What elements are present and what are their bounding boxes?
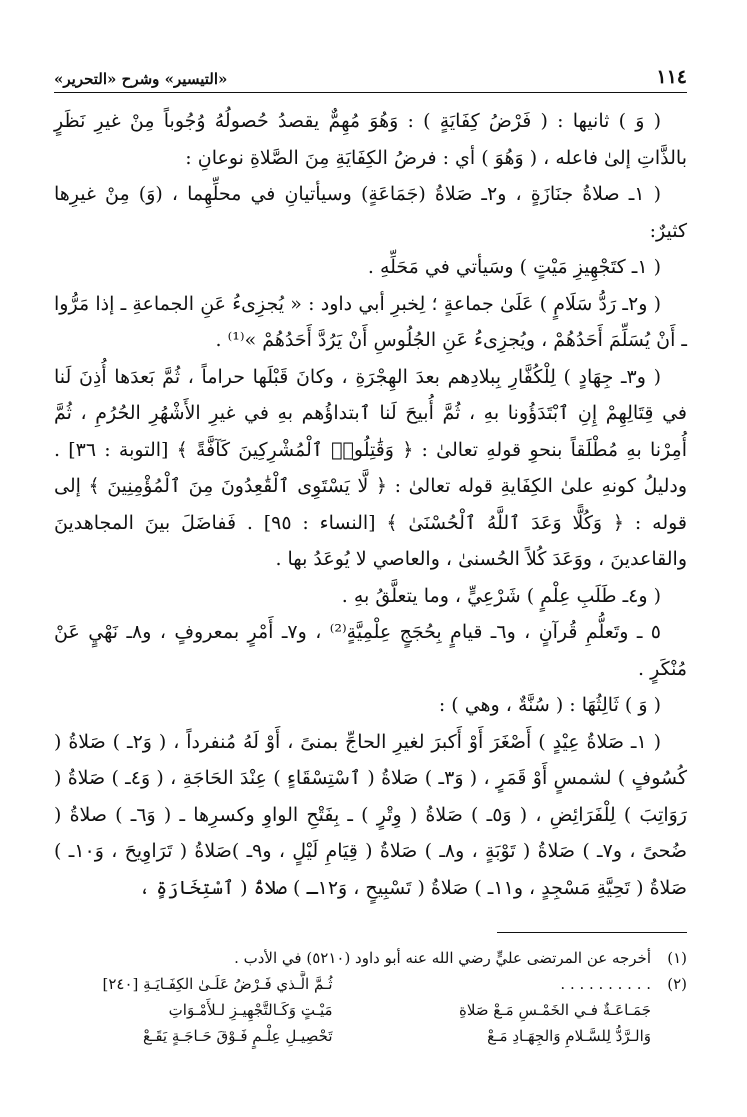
verse-line: مَيْـتٍ وَكَـالتَّجْهِيـزِ لـلأَمْـوَاتِ xyxy=(168,1001,333,1019)
main-text xyxy=(54,103,687,906)
page-header xyxy=(54,56,687,88)
verse-line: . . . . . . . . . . xyxy=(560,975,651,993)
page-number: ١١٤ xyxy=(656,66,687,88)
paragraph: ( و٣ـ جِهَادٍ ) لِلْكُفَّارِ بِبلادِهم بعدَ الهِجْرَةِ ، وكانَ قَبْلَها حراماً ، ثُمَّ بَعدَها أُذِنَ لَنا في قِتَالِهِمْ إِنِ ٱبْتَدَؤُونا بهِ ، ثُمَّ أُبيحَ لَنا ٱبتداؤُهم بهِ في غيرِ الأَشْهُرِ الحُرُمِ ، ثُمَّ أُمِرْنا بهِ مُطْلَقاً بنحوِ قولهِ تعالىٰ : ﴿ وَقَٰتِلُوا۟ ٱلْمُشْرِكِينَ كَآفَّةً ﴾ [التوبة : ٣٦] . ودليلُ كونهِ علىٰ الكِفَايةِ قوله تعالىٰ : ﴿ لَّا يَسْتَوِى ٱلْقَٰعِدُونَ مِنَ ٱلْمُؤْمِنِينَ ﴾ إلى قوله : ﴿ وَكُلًّا وَعَدَ ٱللَّهُ ٱلْحُسْنَىٰ ﴾ [النساء : ٩٥] . فَفاضَلَ بينَ المجاهدينَ والقاعدينَ ، ووَعَدَ كُلاً الحُسنىٰ ، والعاصي لا يُوعَدُ بها . xyxy=(54,365,688,570)
footnote-2 xyxy=(54,971,687,1049)
footnote-number: (١) xyxy=(667,949,687,967)
footnote-number: (٢) xyxy=(667,975,687,993)
footnote-1 xyxy=(54,945,687,971)
verse-line: تَحْصِيـلِ عِلْـمٍ فَـوْقَ حَـاجَـةٍ يَقَـعْ xyxy=(142,1027,333,1045)
verse-line: وَالـرَّدُّ لِلسَّـلامِ وَالجِهَـادِ مَـعْ xyxy=(487,1027,651,1045)
paragraph: ( ١ـ صَلاةُ عِيْدٍ ) أَصْغَرَ أَوْ أَكبرَ لغيرِ الحاجِّ بمنىً ، أَوْ لَهُ مُنفرداً ، ( وَ٢ـ ) صَلاةُ ( كُسُوفٍ ) لشمسٍ أَوْ قَمَرٍ ، ( وَ٣ـ ) صَلاةُ ( ٱسْتِسْقَاءٍ ) عِنْدَ الحَاجَةِ ، ( وَ٤ـ ) صَلاةُ ( رَوَاتِبَ ) لِلْفَرَائِضِ ، ( وَ٥ـ ) صَلاةُ ( وِتْرٍ ) ـ بِفَتْحِ الواوِ وكسرِها ـ ( وَ٦ـ ) صلاةُ ( ضُحىً ، و٧ـ ) صَلاةُ ( تَوْبَةٍ ، و٨ـ ) صَلاةُ ( قِيَامِ لَيْلٍ ، و٩ـ )صَلاةُ ( تَرَاوِيحَ ، وَ١٠ـ ) صَلاةُ ( تَحِيَّةِ مَسْجِدٍ ، و١١ـ ) صَلاةُ ( تَسْبِيحٍ ، وَ١٢ـ ) صلاةُ ( ٱسْتِخَارَةٍ ، xyxy=(54,730,688,899)
footnote-text: أخرجه عن المرتضى عليٍّ رضي الله عنه أبو داود (٥٢١٠) في الأدب . xyxy=(234,949,651,967)
paragraph: ٥ ـ وتَعلُّمِ قُرآنٍ ، و٦ـ قيامٍ بِحُجَجٍ عِلْمِيَّةٍ⁽²⁾ ، و٧ـ أَمْرٍ بمعروفٍ ، و٨ـ نَهْيٍ عَنْ مُنْكَرٍ . xyxy=(54,621,687,680)
paragraph: ( وَ ) ثَالِثُهَا : ( سُنَّةٌ ، وهي ) : xyxy=(438,694,661,716)
paragraph: ( و٤ـ طَلَبِ عِلْمٍ ) شَرْعِيٍّ ، وما يتعلَّقُ بهِ . xyxy=(341,584,661,607)
paragraph: ( و٢ـ رَدُّ سَلَامٍ ) عَلَىٰ جماعةٍ ؛ لِخبرِ أبي داود : « يُجزِىءُ عَنِ الجماعةِ ـ إذا مَرُّوا ـ أَنْ يُسَلِّمَ أَحَدُهُمْ ، ويُجزِىءُ عَنِ الجُلُوسِ أَنْ يَرُدَّ أَحَدُهُمْ »⁽¹⁾ . xyxy=(54,292,687,351)
verse-line: جَمَـاعَـةٌ فـي الخَمْـسِ مَـعْ صَلاةِ xyxy=(458,1001,651,1019)
verse-line: ثُـمَّ الَّـذي فَـرْضُ عَلَـىٰ الكِفَـايَـةِ [٢٤٠] xyxy=(102,975,333,993)
verse-block xyxy=(54,971,651,1049)
footnote-rule xyxy=(497,932,687,933)
paragraph: ( وَ ) ثانيها : ( فَرْضُ كِفَايَةٍ ) : وَهُوَ مُهِمٌّ يقصدُ حُصولُهُ وُجُوباً مِنْ غيرِ نَظَرٍ بالذَّاتِ إلىٰ فاعله ، ( وَهُوَ ) أي : فرضُ الكِفَايَةِ مِنَ الصَّلاةِ نوعانِ : xyxy=(54,110,687,169)
header-rule xyxy=(54,92,687,93)
running-title: «التيسير» وشرح «التحرير» xyxy=(54,70,228,88)
paragraph: ( ١ـ صلاةُ جنَازَةٍ ، و٢ـ صَلاةُ (جَمَاعَةٍ) وسيأتيانِ في محلِّهِما ، (وَ) مِنْ غيرِها كثيرٌ: xyxy=(54,183,687,242)
paragraph: ( ١ـ كتَجْهِيزِ مَيْتٍ ) وسَيأتي في مَحَلِّهِ . xyxy=(367,256,661,278)
